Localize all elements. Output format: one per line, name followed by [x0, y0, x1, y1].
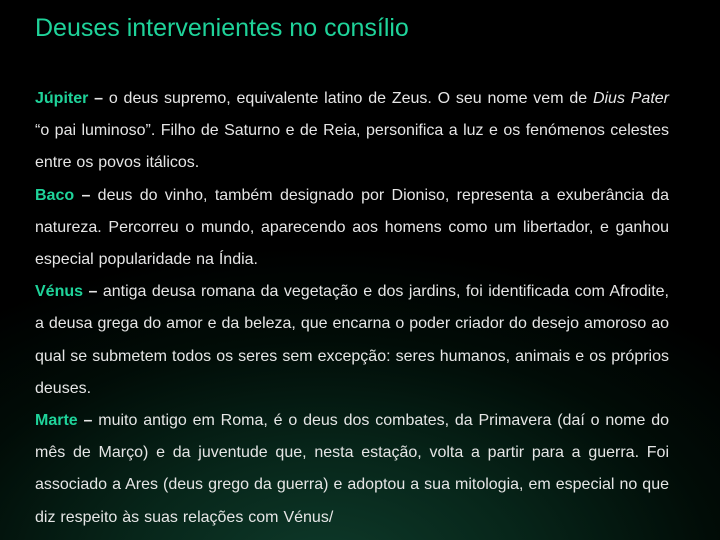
slide-title: Deuses intervenientes no consílio	[35, 14, 409, 42]
entry-term: Júpiter	[35, 90, 89, 107]
entry-venus	[35, 276, 669, 405]
entry-baco	[35, 180, 669, 277]
entry-text: deus do vinho, também designado por Dioniso, representa a exuberância da natureza. Percorreu o mundo, aparecendo aos homens como um libertador, e ganhou especial popularidade na Índia.	[35, 186, 669, 269]
entry-text: “o pai luminoso”. Filho de Saturno e de Reia, personifica a luz e os fenómenos celestes entre os povos itálicos.	[35, 122, 669, 172]
entry-text: muito antigo em Roma, é o deus dos combates, da Primavera (daí o nome do mês de Março) e da juventude que, nesta estação, volta a partir para a guerra. Foi associado a Ares (deus grego da guerra) e adoptou a sua mitologia, em especial no que diz respeito às suas relações com Vénus/	[35, 412, 669, 526]
entry-dash: –	[88, 90, 109, 107]
slide-body	[35, 83, 669, 534]
entry-dash: –	[77, 412, 99, 430]
entry-text: o deus supremo, equivalente latino de Zeus. O seu nome vem de	[108, 90, 593, 107]
entry-term: Marte	[35, 412, 78, 430]
entry-text: antiga deusa romana da vegetação e dos jardins, foi identificada com Afrodite, a deusa grega do amor e da beleza, que encarna o poder criador do desejo amoroso ao qual se submetem todos os seres sem excepção: seres humanos, animais e os próprios deuses.	[35, 283, 670, 397]
entry-jupiter	[35, 83, 669, 180]
entry-dash: –	[83, 283, 103, 301]
entry-dash: –	[74, 186, 98, 204]
entry-term: Baco	[35, 186, 75, 204]
entry-italic-text: Dius Pater	[592, 90, 669, 107]
entry-term: Vénus	[35, 283, 84, 301]
entry-marte	[35, 405, 669, 534]
